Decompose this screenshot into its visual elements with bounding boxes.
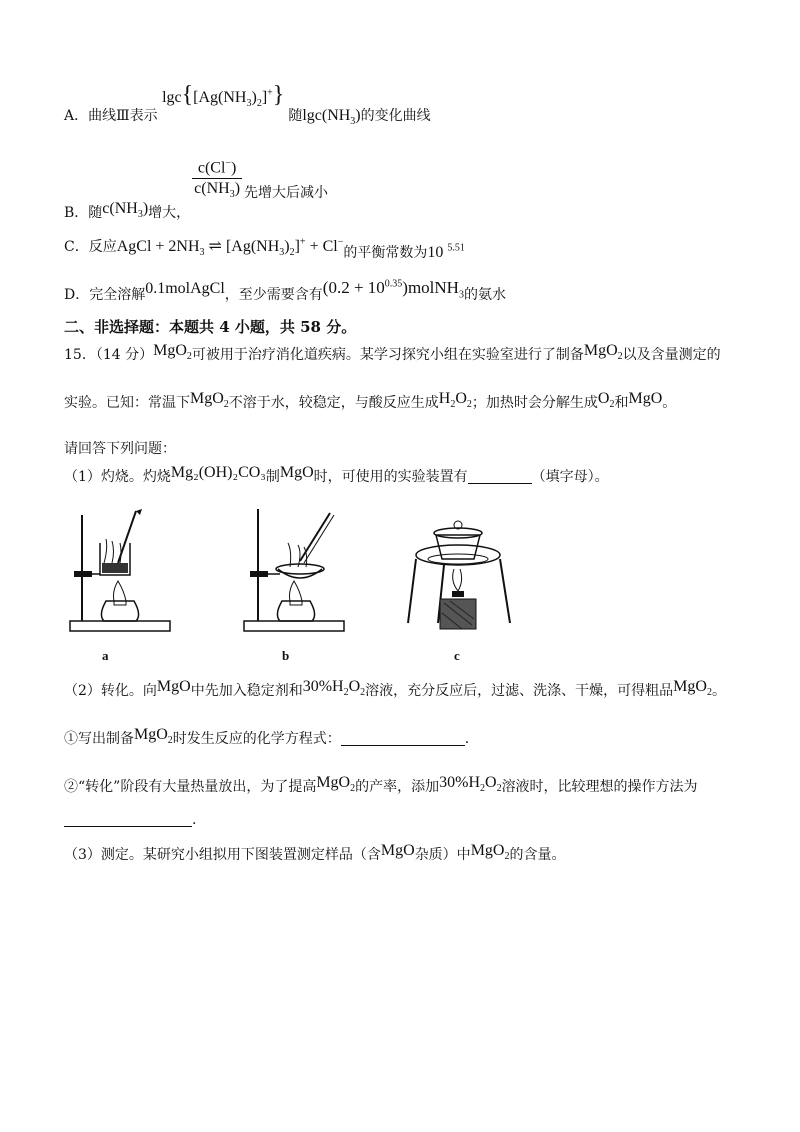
ammonia-exponent: 0.35 [384, 278, 403, 290]
q15-line1-b: 可被用于治疗消化道疾病。某学习探究小组在实验室进行了制备 [191, 347, 584, 363]
h2o2-30-formula: $30\%H_2O_2$ [302, 678, 366, 699]
option-c [64, 236, 465, 261]
option-a-prefix: A．曲线Ⅲ表示 [64, 108, 158, 124]
part2-1-a: ①写出制备 [64, 731, 134, 747]
mol-nh-text: )molNH [402, 278, 459, 297]
section-heading: 二、非选择题：本题共 4 小题，共 58 分。 [64, 318, 357, 336]
part1-b: 制 [265, 469, 280, 485]
mgo2-text: MgO [470, 842, 505, 859]
option-d-tail: 的氨水 [463, 287, 506, 303]
h-text: H [438, 390, 451, 407]
q15-part2-2 [64, 776, 698, 798]
fraction-denominator: $c(NH_3)$ [194, 180, 241, 201]
lgc-text: lgc [162, 89, 182, 106]
fraction-numerator: c(Cl−) [192, 158, 242, 179]
c-nh3-den-text: c(NH [194, 180, 230, 198]
mgo2-text: MgO [673, 678, 707, 695]
figure-label-c: c [454, 648, 460, 663]
q15-part3 [64, 844, 565, 866]
option-d-expr: 0.1molAgCl [145, 280, 225, 297]
apparatus-c [398, 505, 518, 635]
answer-blank-3[interactable] [64, 812, 192, 827]
lgc-nh3-text: lgc(NH [302, 107, 351, 124]
mgo2-formula: MgO$_2$ [153, 342, 192, 363]
h2o2-formula: $H_2O_2$ [438, 390, 472, 411]
mgo2-formula: MgO$_2$ [316, 774, 356, 795]
q15-part2-1 [64, 728, 469, 750]
eq-left: AgCl + 2NH [116, 238, 200, 255]
part2-c: 溶液，充分反应后，过滤、洗涤、干燥，可得粗品 [365, 683, 674, 699]
option-b-prefix: B．随 [64, 205, 103, 222]
mgo-formula: MgO [279, 464, 314, 481]
part1-a: （1）灼烧。灼烧 [64, 469, 171, 485]
part2-2-b: 的产率，添加 [355, 779, 440, 795]
ammonia-amount: (0.2 + 10 [322, 278, 385, 297]
q15-line2-c: ；加热时会分解生成 [471, 395, 598, 411]
h2o2-30-formula: $30\%H_2O_2$ [439, 774, 502, 795]
mgo2-text: MgO [583, 342, 618, 359]
part2-2-c: 溶液时，比较理想的操作方法为 [501, 779, 698, 795]
part3-c: 的含量。 [509, 847, 566, 863]
mgo2-formula: MgO$_2$ [470, 842, 510, 863]
mgo2-formula: MgO$_2$ [583, 342, 623, 363]
part3-b: 杂质）中 [414, 847, 471, 863]
part3-a: （3）测定。某研究小组拟用下图装置测定样品（含 [64, 847, 381, 863]
q15-line1-c: 以及含量测定的 [622, 347, 721, 363]
answer-blank-2[interactable] [341, 731, 465, 746]
figure-label-a: a [102, 648, 109, 663]
o2-formula: $O_2$ [597, 390, 615, 411]
mgo2-text: MgO [153, 342, 187, 359]
option-a [64, 82, 431, 128]
q15-line2-a: 实验。已知：常温下 [64, 395, 190, 411]
mgo-formula: MgO [380, 842, 415, 859]
option-a-expr2: $\lg c(NH_3)$ [302, 107, 361, 128]
q15-part1 [64, 466, 609, 486]
exponent: 5.51 [447, 242, 465, 254]
part1-d: （填字母）。 [531, 469, 609, 485]
apparatus-b [238, 505, 358, 635]
mgo2-formula: MgO$_2$ [673, 678, 712, 699]
pct-text: 30%H [302, 678, 344, 695]
part2-1-b: 时发生反应的化学方程式： [172, 731, 341, 747]
option-a-expr: $\lg c\{[Ag(NH_3)_2]^+\}$ [162, 82, 285, 110]
q15-part2 [64, 680, 726, 702]
option-d-prefix: D．完全溶解 [64, 287, 146, 303]
mgo-formula: MgO [156, 678, 191, 695]
part2-1-c: . [464, 731, 470, 747]
option-b-mid: 增大， [148, 205, 191, 222]
q15-line1 [64, 344, 721, 366]
option-b-tail: 先增大后减小 [244, 185, 329, 202]
mgo2-formula: MgO$_2$ [190, 390, 229, 411]
part2-a: （2）转化。向 [64, 683, 157, 699]
c-cl-text: c(Cl [197, 159, 226, 177]
c-nh3-text: c(NH [102, 200, 138, 218]
part2-d: 。 [711, 683, 726, 699]
option-d-mid: ，至少需要含有 [224, 287, 323, 303]
part2-b: 中先加入稳定剂和 [190, 683, 303, 699]
part2-2-a: ②“转化”阶段有大量热量放出，为了提高 [64, 779, 317, 795]
option-b-expr: $c(NH_3)$ [102, 200, 149, 221]
o-text: O [597, 390, 610, 407]
mgo2-formula: MgO$_2$ [134, 726, 173, 747]
option-c-value [427, 244, 465, 261]
pct-text: 30%H [439, 774, 480, 791]
q15-part2-2-blankline [64, 812, 196, 828]
q15-line3: 请回答下列问题： [64, 441, 176, 457]
option-c-prefix: C．反应 [64, 239, 117, 255]
option-d-expr2: $(0.2 + 10^{0.35})molNH_3$ [322, 278, 464, 301]
answer-blank-1[interactable] [468, 469, 532, 484]
q15-line2-d: 和 [614, 395, 629, 411]
mgo2-text: MgO [190, 390, 224, 407]
option-b [64, 158, 329, 222]
option-a-sui: 随 [288, 108, 303, 124]
mgo2-text: MgO [134, 726, 168, 743]
ag-complex-text: Ag(NH [198, 89, 247, 106]
part1-c: 时，可使用的实验装置有 [313, 469, 468, 485]
mgo-formula: MgO [628, 390, 663, 407]
q15-line2 [64, 392, 676, 414]
option-d [64, 278, 506, 303]
figure-label-b: b [282, 648, 290, 663]
q15-line2-e: 。 [662, 395, 677, 411]
ten-text: 10 [427, 244, 444, 261]
part2-2-d: . [192, 812, 197, 828]
option-b-fraction [192, 158, 242, 201]
mgo2-text: MgO [316, 774, 351, 791]
q15-line2-b: 不溶于水，较稳定，与酸反应生成 [228, 395, 439, 411]
eq-right: [Ag(NH [225, 238, 280, 255]
option-a-tail: 的变化曲线 [360, 108, 431, 124]
mg2oh2co3-formula: Mg₂(OH)₂CO₃ [170, 464, 266, 481]
option-c-equation: AgCl + $2NH_3$ ⇌ $[Ag(NH_3)_2]^+ + Cl^-$ [116, 236, 344, 259]
option-c-mid: 的平衡常数为 [343, 245, 428, 261]
q15-number: 15．（14 分） [64, 347, 154, 363]
apparatus-a [60, 505, 180, 635]
eq-cl: + Cl [309, 238, 338, 255]
